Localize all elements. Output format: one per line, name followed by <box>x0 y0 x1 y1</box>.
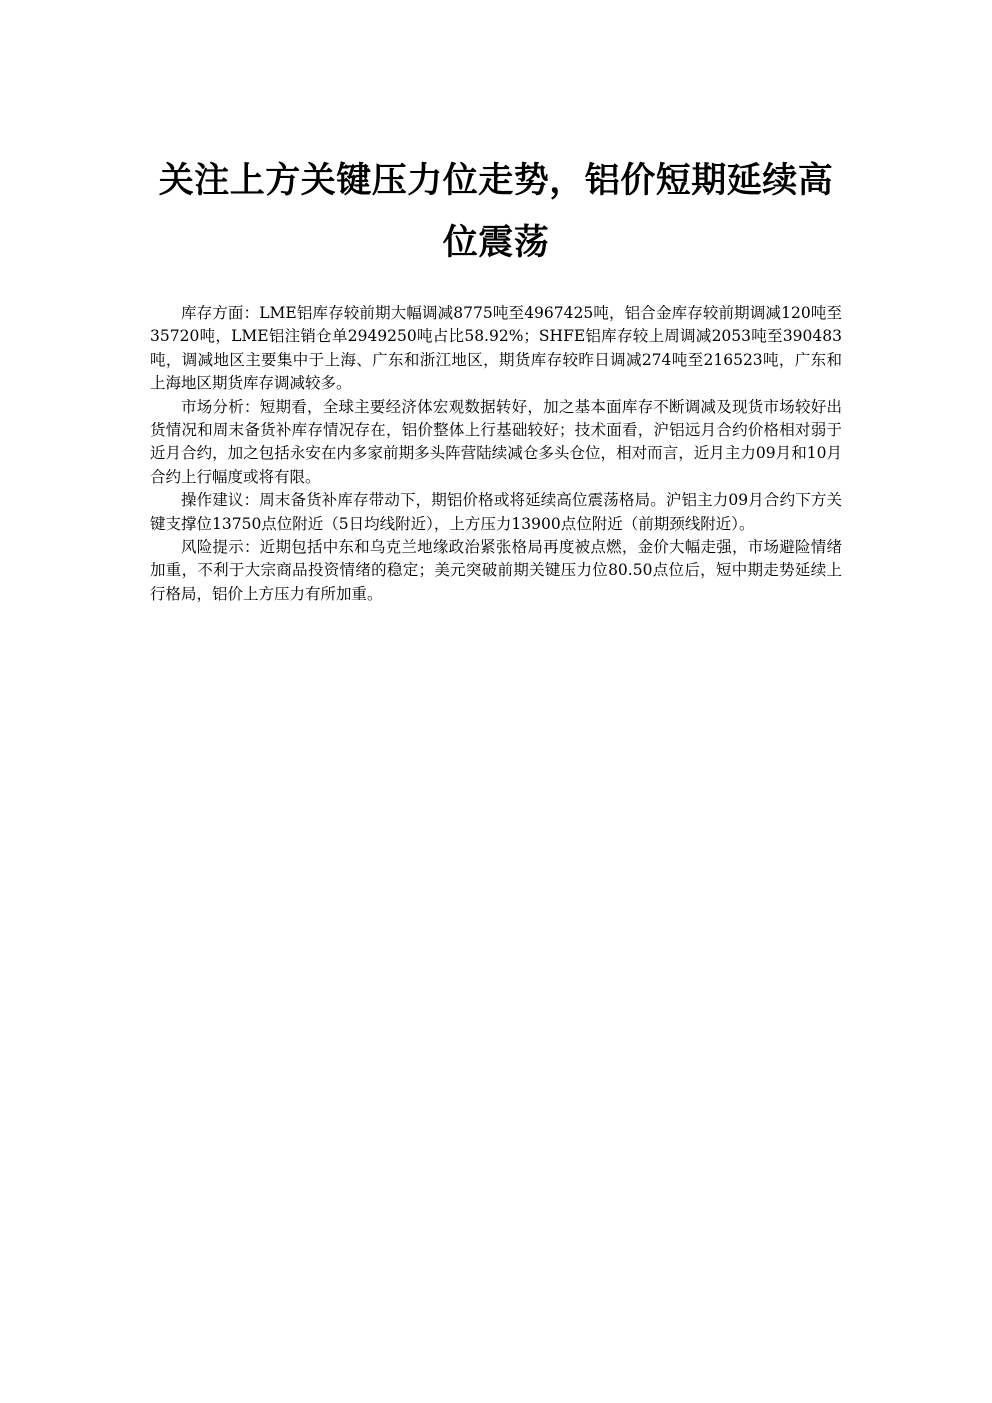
paragraph-inventory: 库存方面：LME铝库存较前期大幅调减8775吨至4967425吨，铝合金库存较前期调减120吨至35720吨，LME铝注销仓单2949250吨占比58.92%；SHFE铝库存较上周调减2053吨至390483吨，调减地区主要集中于上海、广东和浙江地区，期货库存较昨日调减274吨至216523吨，广东和上海地区期货库存调减较多。 <box>150 304 842 393</box>
document-body <box>150 302 842 606</box>
paragraph-risk-warning: 风险提示：近期包括中东和乌克兰地缘政治紧张格局再度被点燃，金价大幅走强，市场避险情绪加重，不利于大宗商品投资情绪的稳定；美元突破前期关键压力位80.50点位后，短中期走势延续上行格局，铝价上方压力有所加重。 <box>150 538 842 603</box>
paragraph-market-analysis: 市场分析：短期看，全球主要经济体宏观数据转好，加之基本面库存不断调减及现货市场较好出货情况和周末备货补库存情况存在，铝价整体上行基础较好；技术面看，沪铝远月合约价格相对弱于近月合约，加之包括永安在内多家前期多头阵营陆续减仓多头仓位，相对而言，近月主力09月和10月合约上行幅度或将有限。 <box>150 397 842 486</box>
document-title: 关注上方关键压力位走势，铝价短期延续高位震荡 <box>158 160 834 263</box>
paragraph-operation-advice: 操作建议：周末备货补库存带动下，期铝价格或将延续高位震荡格局。沪铝主力09月合约下方关键支撑位13750点位附近（5日均线附近），上方压力13900点位附近（前期颈线附近）。 <box>150 491 842 533</box>
